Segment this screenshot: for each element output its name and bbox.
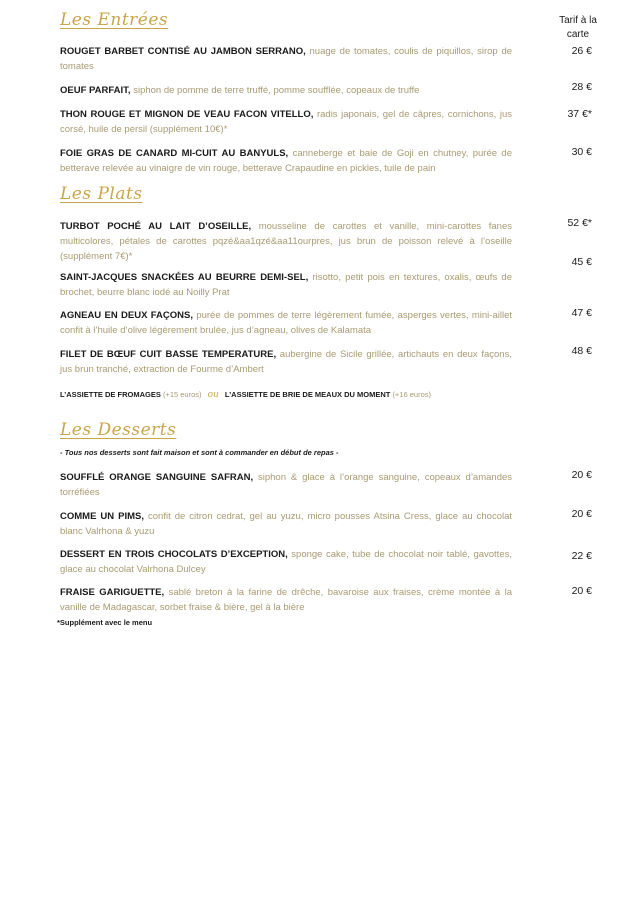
item-name: SAINT-JACQUES SNACKÉES AU BEURRE DEMI-SEL, xyxy=(60,272,309,283)
item-price: 20 € xyxy=(571,508,592,520)
menu-item xyxy=(60,547,512,577)
item-description: risotto, petit pois en textures, oxalis, œufs de brochet, beurre blanc iodé au Noilly Prat xyxy=(60,272,512,298)
item-description: canneberge et baie de Goji en chutney, purée de betterave relevée au vinaigre de vin rouge, betterave Crapaudine en pickles, tuile de pain xyxy=(60,148,512,174)
item-name: SOUFFLÉ ORANGE SANGUINE SAFRAN, xyxy=(60,472,254,483)
cheese-or: ou xyxy=(207,390,219,400)
menu-item xyxy=(60,585,512,615)
item-name: OEUF PARFAIT, xyxy=(60,85,131,96)
menu-item xyxy=(60,470,512,500)
item-description: mousseline de carottes et vanille, mini-carottes fanes multicolores, pétales de carottes pqzé&aa1qzé&aa11ourpres, jus brun de poisson relevé à l’oseille (supplément 7€)* xyxy=(60,221,512,262)
item-price: 37 €* xyxy=(567,108,592,120)
item-description: aubergine de Sicile grillée, artichauts en deux façons, jus brun tranché, extraction de Fourme d’Ambert xyxy=(60,349,512,375)
item-description: radis japonais, gel de câpres, cornichons, jus corsé, huile de persil (supplément 10€)* xyxy=(60,109,513,135)
cheese-item: L’ASSIETTE DE FROMAGES xyxy=(60,390,161,399)
menu-item xyxy=(60,308,512,338)
item-name: AGNEAU EN DEUX FAÇONS, xyxy=(60,310,193,321)
footnote: *Supplément avec le menu xyxy=(57,618,153,627)
dessert-note: - Tous nos desserts sont fait maison et sont à commander en début de repas - xyxy=(60,448,339,457)
item-description: sponge cake, tube de chocolat noir tablé, gavottes, glace au chocolat Valrhona Dulcey xyxy=(60,549,512,575)
menu-item xyxy=(60,146,512,176)
price-column-header: Tarif à la carte xyxy=(559,15,597,40)
item-price: 47 € xyxy=(571,307,592,319)
menu-item xyxy=(60,509,512,539)
item-description: confit de citron cedrat, gel au yuzu, micro pousses Atsina Cress, glace au chocolat blanc Valrhona & yuzu xyxy=(60,511,513,537)
menu-item xyxy=(60,107,512,137)
section-title-plats: Les Plats xyxy=(60,184,143,204)
cheese-supplement: (+15 euros) xyxy=(162,390,202,399)
menu-item xyxy=(60,83,512,98)
section-title-desserts: Les Desserts xyxy=(60,420,177,440)
item-name: FOIE GRAS DE CANARD MI-CUIT AU BANYULS, xyxy=(60,148,289,159)
item-price: 48 € xyxy=(571,345,592,357)
brie-supplement: (+16 euros) xyxy=(392,390,431,399)
menu-item xyxy=(60,44,512,74)
item-price: 26 € xyxy=(571,45,592,57)
item-name: FILET DE BŒUF CUIT BASSE TEMPERATURE, xyxy=(60,349,277,360)
item-name: ROUGET BARBET CONTISÉ AU JAMBON SERRANO, xyxy=(60,46,306,57)
item-price: 20 € xyxy=(571,585,592,597)
item-description: purée de pommes de terre légèrement fumée, asperges vertes, mini-aillet confit à l’huile d’olive légèrement brulée, jus d’agneau, olives de Kalamata xyxy=(60,310,512,336)
item-description: siphon & glace à l’orange sanguine, copeaux d’amandes torréfiées xyxy=(60,472,513,498)
item-name: COMME UN PIMS, xyxy=(60,511,144,522)
menu-item xyxy=(60,347,512,377)
section-title-entrees: Les Entrées xyxy=(60,10,169,30)
item-price: 52 €* xyxy=(567,217,592,229)
menu-item xyxy=(60,270,512,300)
item-description: sablé breton à la farine de drêche, bavaroise aux fraises, crème montée à la vanille de Madagascar, sorbet fraise & bière, gel à la bière xyxy=(60,587,512,613)
item-price: 20 € xyxy=(571,469,592,481)
cheese-option xyxy=(60,390,431,400)
item-price: 30 € xyxy=(571,146,592,158)
item-name: TURBOT POCHÉ AU LAIT D’OSEILLE, xyxy=(60,221,252,232)
item-name: THON ROUGE ET MIGNON DE VEAU FACON VITELLO, xyxy=(60,109,314,120)
item-name: DESSERT EN TROIS CHOCOLATS D’EXCEPTION, xyxy=(60,549,288,560)
item-price: 28 € xyxy=(571,81,592,93)
item-description: nuage de tomates, coulis de piquillos, sirop de tomates xyxy=(60,46,513,72)
brie-item: L’ASSIETTE DE BRIE DE MEAUX DU MOMENT xyxy=(224,390,391,399)
item-description: siphon de pomme de terre truffé, pomme soufflée, copeaux de truffe xyxy=(133,85,420,96)
item-price: 45 € xyxy=(571,256,592,268)
item-price: 22 € xyxy=(571,550,592,562)
menu-item xyxy=(60,219,512,264)
item-name: FRAISE GARIGUETTE, xyxy=(60,587,165,598)
